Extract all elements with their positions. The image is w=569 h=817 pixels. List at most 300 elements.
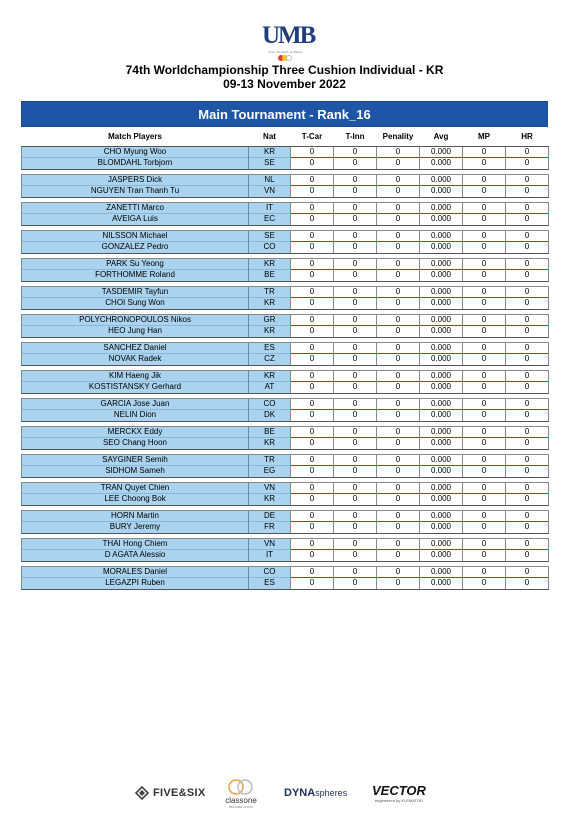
stat-mp: 0: [463, 494, 506, 506]
stat-tcar: 0: [291, 230, 334, 242]
player-name: LEE Choong Bok: [22, 494, 249, 506]
stat-penality: 0: [377, 438, 420, 450]
stat-avg: 0.000: [420, 538, 463, 550]
stat-avg: 0.000: [420, 230, 463, 242]
stat-hr: 0: [506, 398, 549, 410]
stat-mp: 0: [463, 258, 506, 270]
stat-tcar: 0: [291, 270, 334, 282]
player-nat: KR: [249, 370, 291, 382]
player-name: GONZALEZ Pedro: [22, 242, 249, 254]
stat-tcar: 0: [291, 298, 334, 310]
stat-tcar: 0: [291, 186, 334, 198]
col-header-avg: Avg: [420, 127, 463, 146]
stat-hr: 0: [506, 202, 549, 214]
stat-tinn: 0: [334, 426, 377, 438]
player-name: PARK Su Yeong: [22, 258, 249, 270]
col-header-nat: Nat: [249, 127, 291, 146]
stat-hr: 0: [506, 314, 549, 326]
match-8-player-2-row: [22, 354, 549, 366]
stat-tinn: 0: [334, 242, 377, 254]
stat-hr: 0: [506, 174, 549, 186]
umb-logo: [262, 22, 315, 66]
stat-tcar: 0: [291, 510, 334, 522]
match-15-player-2-row: [22, 550, 549, 562]
stat-hr: 0: [506, 298, 549, 310]
stat-hr: 0: [506, 146, 549, 158]
stat-penality: 0: [377, 314, 420, 326]
stat-tinn: 0: [334, 326, 377, 338]
player-name: AVEIGA Luis: [22, 214, 249, 226]
stat-penality: 0: [377, 382, 420, 394]
match-14-player-1-row: [22, 510, 549, 522]
player-nat: ES: [249, 578, 291, 590]
stat-mp: 0: [463, 426, 506, 438]
player-nat: VN: [249, 482, 291, 494]
stat-hr: 0: [506, 342, 549, 354]
player-name: LEGAZPI Ruben: [22, 578, 249, 590]
stat-mp: 0: [463, 242, 506, 254]
sponsor-classone-sub: BILLIARD CLOTH: [228, 804, 254, 809]
stat-tcar: 0: [291, 342, 334, 354]
stat-avg: 0.000: [420, 426, 463, 438]
stat-penality: 0: [377, 286, 420, 298]
stat-tinn: 0: [334, 466, 377, 478]
stat-avg: 0.000: [420, 566, 463, 578]
stat-mp: 0: [463, 466, 506, 478]
stat-tcar: 0: [291, 354, 334, 366]
player-name: MORALES Daniel: [22, 566, 249, 578]
stat-mp: 0: [463, 286, 506, 298]
player-name: NILSSON Michael: [22, 230, 249, 242]
stat-avg: 0.000: [420, 298, 463, 310]
stat-avg: 0.000: [420, 202, 463, 214]
stat-tinn: 0: [334, 566, 377, 578]
stat-hr: 0: [506, 522, 549, 534]
sponsor-vector: [372, 775, 426, 811]
player-nat: TR: [249, 286, 291, 298]
player-nat: CO: [249, 566, 291, 578]
stat-hr: 0: [506, 494, 549, 506]
stat-tcar: 0: [291, 382, 334, 394]
match-2-player-2-row: [22, 186, 549, 198]
stat-penality: 0: [377, 454, 420, 466]
player-nat: SE: [249, 158, 291, 170]
stat-penality: 0: [377, 538, 420, 550]
results-table-container: [21, 101, 548, 590]
stat-tcar: 0: [291, 410, 334, 422]
stat-tinn: 0: [334, 382, 377, 394]
stat-penality: 0: [377, 242, 420, 254]
player-name: D AGATA Alessio: [22, 550, 249, 562]
stat-avg: 0.000: [420, 242, 463, 254]
stat-penality: 0: [377, 186, 420, 198]
stat-penality: 0: [377, 258, 420, 270]
stat-tinn: 0: [334, 158, 377, 170]
stat-tcar: 0: [291, 398, 334, 410]
stat-avg: 0.000: [420, 410, 463, 422]
sponsor-bar: [0, 775, 569, 811]
player-nat: IT: [249, 550, 291, 562]
stat-mp: 0: [463, 354, 506, 366]
stat-hr: 0: [506, 326, 549, 338]
player-nat: KR: [249, 326, 291, 338]
stat-penality: 0: [377, 566, 420, 578]
stat-hr: 0: [506, 426, 549, 438]
stat-avg: 0.000: [420, 550, 463, 562]
stat-mp: 0: [463, 398, 506, 410]
stat-penality: 0: [377, 370, 420, 382]
stat-tinn: 0: [334, 522, 377, 534]
stat-tinn: 0: [334, 298, 377, 310]
stat-tcar: 0: [291, 466, 334, 478]
sponsor-fiveandsix: [135, 775, 206, 811]
player-name: NELIN Dion: [22, 410, 249, 422]
stat-tcar: 0: [291, 522, 334, 534]
player-nat: NL: [249, 174, 291, 186]
stat-tcar: 0: [291, 146, 334, 158]
player-nat: KR: [249, 438, 291, 450]
player-name: NOVAK Radek: [22, 354, 249, 366]
stat-mp: 0: [463, 298, 506, 310]
fiveandsix-logo-icon: [135, 786, 149, 800]
stat-tcar: 0: [291, 214, 334, 226]
match-11-player-2-row: [22, 438, 549, 450]
stat-tcar: 0: [291, 550, 334, 562]
stat-hr: 0: [506, 214, 549, 226]
stat-avg: 0.000: [420, 382, 463, 394]
stat-tinn: 0: [334, 146, 377, 158]
stat-avg: 0.000: [420, 258, 463, 270]
stat-mp: 0: [463, 438, 506, 450]
player-nat: FR: [249, 522, 291, 534]
match-1-player-2-row: [22, 158, 549, 170]
match-3-player-2-row: [22, 214, 549, 226]
stat-avg: 0.000: [420, 398, 463, 410]
umb-logo-mark: UMB: [262, 22, 315, 49]
stat-tinn: 0: [334, 410, 377, 422]
stat-avg: 0.000: [420, 510, 463, 522]
stat-avg: 0.000: [420, 214, 463, 226]
stat-penality: 0: [377, 146, 420, 158]
stat-tcar: 0: [291, 326, 334, 338]
player-name: BURY Jeremy: [22, 522, 249, 534]
player-nat: AT: [249, 382, 291, 394]
stat-mp: 0: [463, 214, 506, 226]
stat-tcar: 0: [291, 370, 334, 382]
player-nat: BE: [249, 426, 291, 438]
umb-logo-balls: [262, 54, 308, 62]
player-name: CHOI Sung Won: [22, 298, 249, 310]
stat-hr: 0: [506, 466, 549, 478]
player-nat: DK: [249, 410, 291, 422]
match-4-player-2-row: [22, 242, 549, 254]
stat-hr: 0: [506, 382, 549, 394]
player-nat: TR: [249, 454, 291, 466]
stat-mp: 0: [463, 146, 506, 158]
player-nat: VN: [249, 186, 291, 198]
stat-avg: 0.000: [420, 438, 463, 450]
match-7-player-2-row: [22, 326, 549, 338]
player-name: ZANETTI Marco: [22, 202, 249, 214]
col-header-mp: MP: [463, 127, 506, 146]
stat-avg: 0.000: [420, 286, 463, 298]
player-nat: KR: [249, 146, 291, 158]
player-nat: BE: [249, 270, 291, 282]
player-name: SANCHEZ Daniel: [22, 342, 249, 354]
stat-penality: 0: [377, 214, 420, 226]
stat-tinn: 0: [334, 258, 377, 270]
sponsor-dynaspheres: [284, 775, 347, 811]
player-name: SIDHOM Sameh: [22, 466, 249, 478]
stat-avg: 0.000: [420, 270, 463, 282]
stat-mp: 0: [463, 410, 506, 422]
stat-tinn: 0: [334, 370, 377, 382]
stat-avg: 0.000: [420, 354, 463, 366]
stat-penality: 0: [377, 398, 420, 410]
stat-penality: 0: [377, 174, 420, 186]
stat-mp: 0: [463, 270, 506, 282]
classone-logo-icon: [225, 778, 257, 796]
stat-penality: 0: [377, 354, 420, 366]
stat-tcar: 0: [291, 426, 334, 438]
stat-hr: 0: [506, 510, 549, 522]
stat-tinn: 0: [334, 202, 377, 214]
stat-avg: 0.000: [420, 326, 463, 338]
player-name: NGUYEN Tran Thanh Tu: [22, 186, 249, 198]
stat-tinn: 0: [334, 510, 377, 522]
stat-mp: 0: [463, 578, 506, 590]
stat-tinn: 0: [334, 438, 377, 450]
stat-tcar: 0: [291, 494, 334, 506]
match-12-player-1-row: [22, 454, 549, 466]
player-nat: KR: [249, 258, 291, 270]
player-name: BLOMDAHL Torbjorn: [22, 158, 249, 170]
stat-penality: 0: [377, 298, 420, 310]
stat-penality: 0: [377, 482, 420, 494]
stat-hr: 0: [506, 454, 549, 466]
match-6-player-2-row: [22, 298, 549, 310]
player-name: HEO Jung Han: [22, 326, 249, 338]
match-2-player-1-row: [22, 174, 549, 186]
stat-tinn: 0: [334, 494, 377, 506]
sponsor-vector-name: VECTOR: [372, 782, 426, 798]
match-1-player-1-row: [22, 146, 549, 158]
stat-tcar: 0: [291, 314, 334, 326]
stat-hr: 0: [506, 438, 549, 450]
col-header-hr: HR: [506, 127, 549, 146]
stat-mp: 0: [463, 550, 506, 562]
stat-hr: 0: [506, 158, 549, 170]
col-header-tcar: T-Car: [291, 127, 334, 146]
player-name: SAYGINER Semih: [22, 454, 249, 466]
player-name: KIM Haeng Jik: [22, 370, 249, 382]
stat-mp: 0: [463, 174, 506, 186]
stat-tcar: 0: [291, 566, 334, 578]
player-name: THAI Hong Chiem: [22, 538, 249, 550]
results-table: [21, 127, 549, 590]
stat-mp: 0: [463, 522, 506, 534]
stat-penality: 0: [377, 578, 420, 590]
stat-hr: 0: [506, 286, 549, 298]
stat-hr: 0: [506, 186, 549, 198]
col-header-tinn: T-Inn: [334, 127, 377, 146]
player-name: KOSTISTANSKY Gerhard: [22, 382, 249, 394]
stat-tinn: 0: [334, 230, 377, 242]
match-15-player-1-row: [22, 538, 549, 550]
stat-avg: 0.000: [420, 158, 463, 170]
stat-mp: 0: [463, 382, 506, 394]
stat-penality: 0: [377, 202, 420, 214]
stat-mp: 0: [463, 510, 506, 522]
stat-mp: 0: [463, 566, 506, 578]
sponsor-fiveandsix-name: FIVE&SIX: [153, 787, 206, 799]
stat-avg: 0.000: [420, 314, 463, 326]
stat-mp: 0: [463, 482, 506, 494]
stat-avg: 0.000: [420, 186, 463, 198]
stat-tcar: 0: [291, 174, 334, 186]
match-14-player-2-row: [22, 522, 549, 534]
stat-avg: 0.000: [420, 494, 463, 506]
stat-avg: 0.000: [420, 370, 463, 382]
stat-mp: 0: [463, 342, 506, 354]
stat-avg: 0.000: [420, 578, 463, 590]
stat-avg: 0.000: [420, 174, 463, 186]
stat-hr: 0: [506, 550, 549, 562]
stat-mp: 0: [463, 370, 506, 382]
stat-hr: 0: [506, 258, 549, 270]
umb-logo-subtext: Union Mondiale de Billard: [267, 50, 303, 54]
stat-mp: 0: [463, 158, 506, 170]
match-11-player-1-row: [22, 426, 549, 438]
stat-tinn: 0: [334, 398, 377, 410]
col-header-penality: Penality: [377, 127, 420, 146]
event-dates: 09-13 November 2022: [223, 77, 346, 91]
stat-tcar: 0: [291, 242, 334, 254]
stat-avg: 0.000: [420, 454, 463, 466]
sponsor-spheres-name: spheres: [315, 788, 348, 798]
stat-hr: 0: [506, 482, 549, 494]
stat-penality: 0: [377, 410, 420, 422]
stat-tcar: 0: [291, 158, 334, 170]
stat-tinn: 0: [334, 286, 377, 298]
match-9-player-1-row: [22, 370, 549, 382]
match-13-player-2-row: [22, 494, 549, 506]
player-nat: EC: [249, 214, 291, 226]
match-8-player-1-row: [22, 342, 549, 354]
sponsor-classone: [225, 775, 257, 811]
stat-tcar: 0: [291, 578, 334, 590]
stat-avg: 0.000: [420, 522, 463, 534]
stat-hr: 0: [506, 370, 549, 382]
player-nat: ES: [249, 342, 291, 354]
stat-tinn: 0: [334, 538, 377, 550]
match-5-player-1-row: [22, 258, 549, 270]
player-name: TRAN Quyet Chien: [22, 482, 249, 494]
stat-tinn: 0: [334, 482, 377, 494]
stat-mp: 0: [463, 186, 506, 198]
stat-hr: 0: [506, 538, 549, 550]
match-6-player-1-row: [22, 286, 549, 298]
stat-tcar: 0: [291, 202, 334, 214]
stat-mp: 0: [463, 202, 506, 214]
player-nat: CZ: [249, 354, 291, 366]
match-5-player-2-row: [22, 270, 549, 282]
stat-penality: 0: [377, 466, 420, 478]
match-10-player-1-row: [22, 398, 549, 410]
stat-penality: 0: [377, 326, 420, 338]
stat-hr: 0: [506, 270, 549, 282]
player-name: SEO Chang Hoon: [22, 438, 249, 450]
stat-mp: 0: [463, 314, 506, 326]
player-nat: KR: [249, 494, 291, 506]
stat-avg: 0.000: [420, 482, 463, 494]
stat-mp: 0: [463, 538, 506, 550]
results-table-body: [22, 146, 549, 589]
match-16-player-2-row: [22, 578, 549, 590]
stat-tinn: 0: [334, 354, 377, 366]
stat-mp: 0: [463, 326, 506, 338]
player-name: POLYCHRONOPOULOS Nikos: [22, 314, 249, 326]
player-nat: VN: [249, 538, 291, 550]
match-13-player-1-row: [22, 482, 549, 494]
stat-tinn: 0: [334, 214, 377, 226]
player-name: MERCKX Eddy: [22, 426, 249, 438]
stat-avg: 0.000: [420, 146, 463, 158]
stat-tcar: 0: [291, 482, 334, 494]
stat-hr: 0: [506, 578, 549, 590]
stat-tcar: 0: [291, 438, 334, 450]
stat-tinn: 0: [334, 174, 377, 186]
stat-hr: 0: [506, 242, 549, 254]
player-nat: CO: [249, 398, 291, 410]
player-name: HORN Martin: [22, 510, 249, 522]
col-header-players: Match Players: [22, 127, 249, 146]
sponsor-classone-name: classone: [225, 795, 257, 805]
player-name: JASPERS Dick: [22, 174, 249, 186]
player-name: CHO Myung Woo: [22, 146, 249, 158]
stat-penality: 0: [377, 550, 420, 562]
table-header-row: [22, 127, 549, 146]
stat-penality: 0: [377, 158, 420, 170]
table-banner: Main Tournament - Rank_16: [21, 101, 548, 127]
stat-avg: 0.000: [420, 342, 463, 354]
stat-penality: 0: [377, 494, 420, 506]
stat-mp: 0: [463, 454, 506, 466]
player-nat: DE: [249, 510, 291, 522]
stat-tcar: 0: [291, 538, 334, 550]
player-name: TASDEMIR Tayfun: [22, 286, 249, 298]
player-name: GARCIA Jose Juan: [22, 398, 249, 410]
stat-tinn: 0: [334, 314, 377, 326]
event-title: 74th Worldchampionship Three Cushion Individual - KR: [125, 63, 444, 77]
stat-penality: 0: [377, 342, 420, 354]
stat-tinn: 0: [334, 186, 377, 198]
sponsor-dyna-name: DYNA: [284, 787, 316, 799]
player-nat: CO: [249, 242, 291, 254]
player-nat: GR: [249, 314, 291, 326]
stat-mp: 0: [463, 230, 506, 242]
sponsor-vector-sub: engineered by KLEMATOR: [374, 797, 424, 803]
stat-hr: 0: [506, 230, 549, 242]
stat-tinn: 0: [334, 454, 377, 466]
player-nat: KR: [249, 298, 291, 310]
stat-tinn: 0: [334, 270, 377, 282]
player-name: FORTHOMME Roland: [22, 270, 249, 282]
match-16-player-1-row: [22, 566, 549, 578]
match-10-player-2-row: [22, 410, 549, 422]
stat-penality: 0: [377, 270, 420, 282]
stat-hr: 0: [506, 566, 549, 578]
